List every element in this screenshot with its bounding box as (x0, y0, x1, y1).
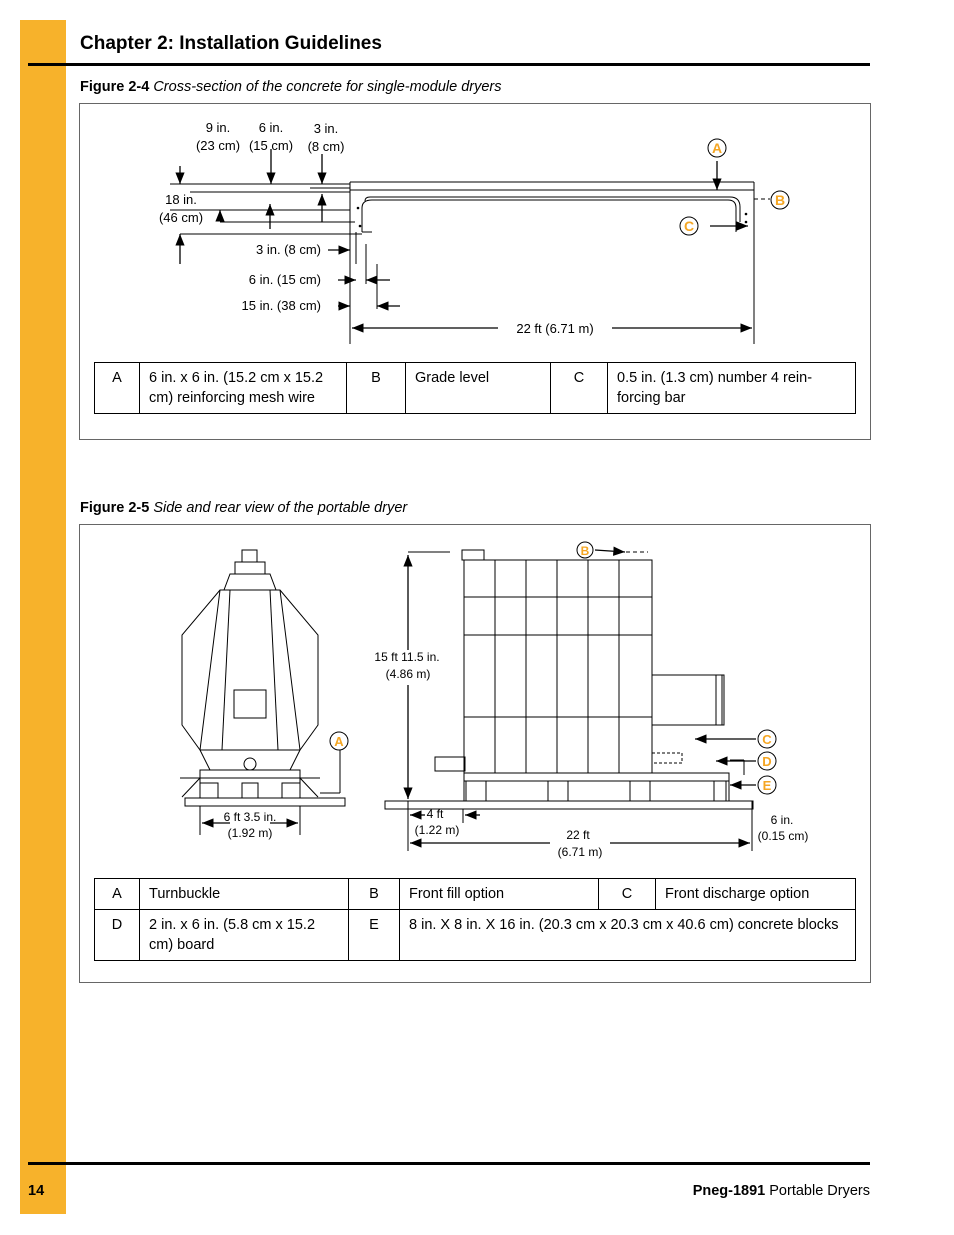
header-rule (28, 63, 870, 66)
legend-key-c: C (599, 879, 656, 910)
callout-a (708, 139, 726, 157)
dim-22ft: 22 ft (6.71 m) (516, 321, 594, 336)
footer-doc-id: Pneg-1891 (692, 1183, 766, 1199)
svg-text:D: D (762, 754, 772, 769)
svg-text:B: B (774, 192, 786, 208)
legend-key-e: E (349, 910, 400, 961)
svg-text:C: C (683, 218, 695, 234)
callout-b (771, 191, 789, 209)
dim-6in-side-metric: (0.15 cm) (757, 829, 809, 843)
legend-key-a: A (95, 879, 140, 910)
legend-key-d: D (95, 910, 140, 961)
callout-d-side (758, 752, 776, 770)
footer-doc-title (693, 1183, 870, 1199)
legend-text-d: 2 in. x 6 in. (5.8 cm x 15.2 cm) board (140, 910, 349, 961)
legend-text-b: Front fill option (400, 879, 599, 910)
callout-a-rear (330, 732, 348, 750)
legend-text-a: 6 in. x 6 in. (15.2 cm x 15.2 cm) reinforcing mesh wire (140, 363, 347, 414)
dim-6in-metric: (15 cm) (248, 138, 294, 153)
chapter-title: Chapter 2: Installation Guidelines (80, 33, 382, 54)
dim-3in-8cm: 3 in. (8 cm) (255, 242, 321, 257)
dim-6ft-metric: (1.92 m) (227, 826, 273, 840)
legend-key-b: B (347, 363, 406, 414)
figure-2-5-caption: Figure 2-5 Side and rear view of the portable dryer (80, 500, 408, 516)
legend-key-b: B (349, 879, 400, 910)
dim-18in-metric: (46 cm) (158, 210, 204, 225)
dim-22ft-side: 22 ft (566, 828, 590, 842)
svg-text:A: A (334, 734, 344, 749)
legend-key-a: A (95, 363, 140, 414)
legend-key-c: C (551, 363, 608, 414)
dim-22ft-side-metric: (6.71 m) (557, 845, 603, 859)
dim-15in-38cm: 15 in. (38 cm) (241, 298, 321, 313)
legend-text-c: 0.5 in. (1.3 cm) number 4 rein-forcing bar (608, 363, 856, 414)
svg-text:B: B (580, 544, 590, 558)
callout-c (680, 217, 698, 235)
dim-9in-metric: (23 cm) (195, 138, 241, 153)
figure-2-4-caption: Figure 2-4 Cross-section of the concrete for single-module dryers (80, 79, 502, 95)
legend-text-b: Grade level (406, 363, 551, 414)
dim-height: 15 ft 11.5 in. (374, 650, 440, 664)
dim-9in: 9 in. (205, 120, 231, 135)
figure-2-5-drawing (80, 525, 868, 865)
page-number: 14 (28, 1183, 45, 1199)
chapter-sidebar (20, 20, 66, 1214)
callout-c-side (758, 730, 776, 748)
callout-b-side (577, 542, 593, 558)
dim-height-metric: (4.86 m) (385, 667, 431, 681)
legend-text-a: Turnbuckle (140, 879, 349, 910)
dim-6in-side: 6 in. (770, 813, 794, 827)
dim-6in: 6 in. (258, 120, 284, 135)
svg-text:C: C (762, 732, 772, 747)
figure-2-4-drawing (80, 104, 868, 354)
dim-3in-metric: (8 cm) (307, 139, 345, 154)
figure-2-4-legend (94, 362, 856, 414)
legend-text-c: Front discharge option (656, 879, 856, 910)
dim-6in-15cm: 6 in. (15 cm) (248, 272, 321, 287)
dim-4ft-metric: (1.22 m) (414, 823, 460, 837)
dim-4ft: 4 ft (426, 807, 444, 821)
dim-3in: 3 in. (313, 121, 339, 136)
dim-6ft: 6 ft 3.5 in. (223, 810, 277, 824)
legend-text-e: 8 in. X 8 in. X 16 in. (20.3 cm x 20.3 cm x 40.6 cm) concrete blocks (400, 910, 856, 961)
dim-18in: 18 in. (165, 192, 197, 207)
figure-2-5-legend (94, 878, 856, 961)
callout-e-side (758, 776, 776, 794)
svg-text:E: E (762, 778, 772, 793)
svg-text:A: A (711, 140, 723, 156)
footer-doc-name: Portable Dryers (769, 1183, 870, 1199)
footer-rule (28, 1162, 870, 1165)
